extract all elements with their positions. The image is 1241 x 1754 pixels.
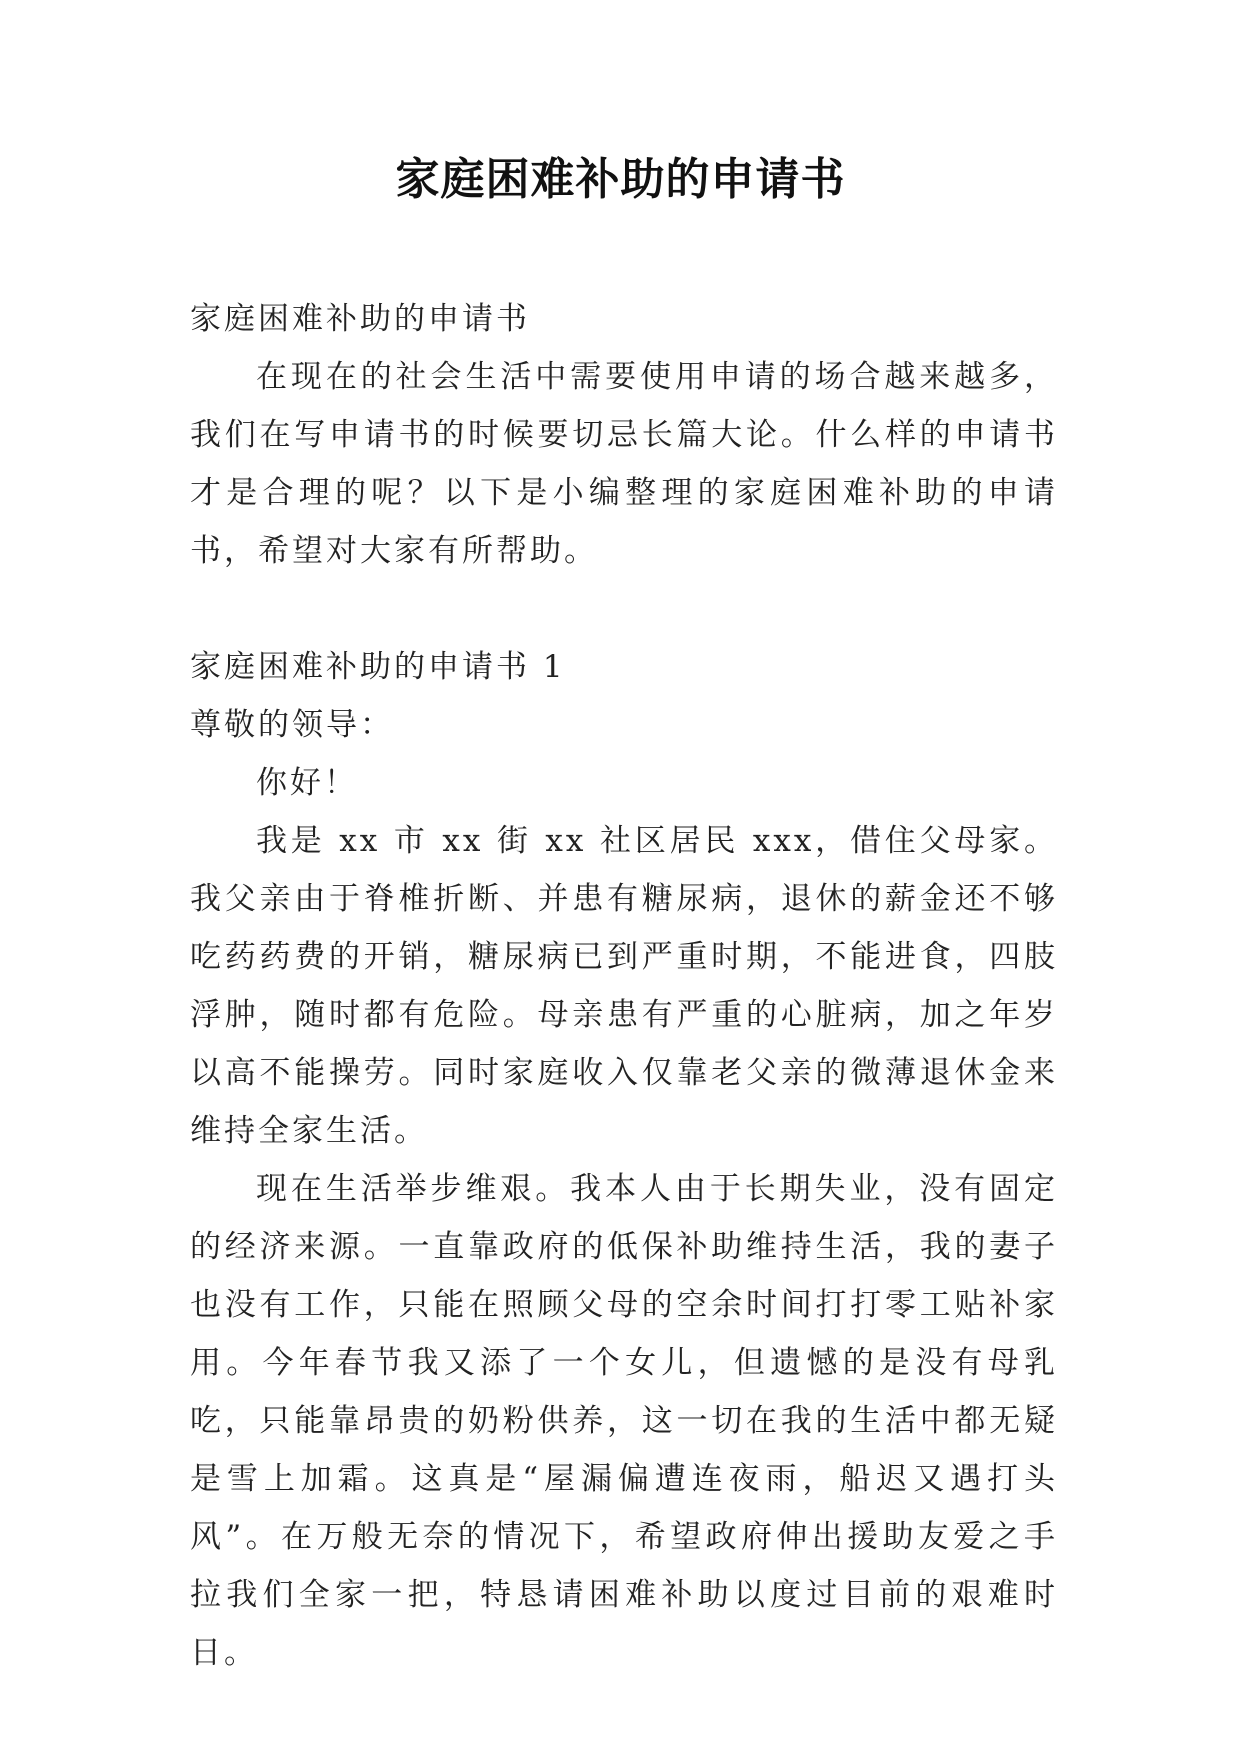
intro-paragraph: 在现在的社会生活中需要使用申请的场合越来越多，我们在写申请书的时候要切忌长篇大论。什么样的申请书才是合理的呢？以下是小编整理的家庭困难补助的申请书，希望对大家有所帮助。 bbox=[190, 359, 1058, 569]
salutation: 尊敬的领导： bbox=[190, 707, 394, 743]
document-title: 家庭困难补助的申请书 bbox=[395, 154, 846, 205]
section-heading: 家庭困难补助的申请书 1 bbox=[190, 649, 566, 685]
greeting: 你好！ bbox=[256, 765, 358, 801]
document-body bbox=[190, 290, 1058, 1682]
document-subtitle: 家庭困难补助的申请书 bbox=[190, 301, 530, 337]
body-paragraph-1: 我是 xx 市 xx 街 xx 社区居民 xxx，借住父母家。我父亲由于脊椎折断、并患有糖尿病，退休的薪金还不够吃药药费的开销，糖尿病已到严重时期，不能进食，四肢浮肿，随时都有危险。母亲患有严重的心脏病，加之年岁以高不能操劳。同时家庭收入仅靠老父亲的微薄退休金来维持全家生活。 bbox=[190, 823, 1058, 1149]
body-paragraph-2: 现在生活举步维艰。我本人由于长期失业，没有固定的经济来源。一直靠政府的低保补助维持生活，我的妻子也没有工作，只能在照顾父母的空余时间打打零工贴补家用。今年春节我又添了一个女儿，但遗憾的是没有母乳吃，只能靠昂贵的奶粉供养，这一切在我的生活中都无疑是雪上加霜。这真是“屋漏偏遭连夜雨，船迟又遇打头风”。在万般无奈的情况下，希望政府伸出援助友爱之手拉我们全家一把，特恳请困难补助以度过目前的艰难时日。 bbox=[190, 1171, 1058, 1671]
